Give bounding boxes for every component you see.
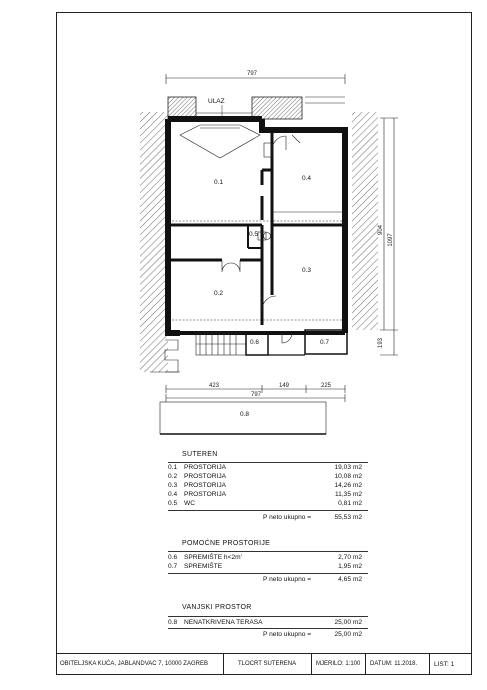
wall-entrance-left	[168, 97, 196, 119]
soil-hatch-right	[352, 112, 378, 330]
table-row: 0.4 PROSTORIJA 11,35 m2	[168, 491, 362, 498]
divider	[168, 462, 368, 463]
dim-right-outer: 1097	[388, 233, 394, 247]
dim-top-label: 797	[246, 71, 258, 77]
section-title-suteren: SUTEREN	[182, 451, 218, 458]
dim-bottom-mid: 149	[278, 383, 290, 389]
footer-drawing: TLOCRT SUTERENA	[224, 654, 312, 675]
terrace-box	[160, 402, 326, 434]
room-label-0-1: 0.1	[214, 179, 224, 186]
title-block	[56, 653, 472, 675]
dim-bottom-total: 797	[250, 392, 262, 398]
window-marker	[180, 125, 260, 158]
sum-row-vanjski: P neto ukupno = 25,00 m2	[263, 631, 362, 638]
soil-hatch-left	[140, 112, 168, 372]
table-row: 0.1 PROSTORIJA 19,03 m2	[168, 464, 362, 471]
entrance-label: ULAZ	[208, 98, 225, 105]
divider	[168, 616, 368, 617]
divider	[168, 551, 368, 552]
dim-right-lower: 193	[378, 337, 384, 349]
section-title-vanjski: VANJSKI PROSTOR	[182, 604, 252, 611]
divider	[168, 510, 368, 511]
room-label-0-8: 0.8	[240, 411, 250, 418]
room-label-0-3: 0.3	[302, 267, 312, 274]
footer-date: DATUM: 11.2018.	[366, 654, 430, 675]
sum-row-suteren: P neto ukupno = 55,53 m2	[263, 514, 362, 521]
divider	[168, 628, 368, 629]
table-row: 0.3 PROSTORIJA 14,26 m2	[168, 482, 362, 489]
wall-entrance-right	[252, 97, 302, 119]
room-label-0-5: 0.5	[249, 231, 259, 238]
dim-right-inner: 904	[378, 224, 384, 236]
table-row: 0.6 SPREMIŠTE h<2m' 2,70 m2	[168, 554, 362, 561]
room-label-0-2: 0.2	[214, 290, 224, 297]
divider	[168, 573, 368, 574]
table-row: 0.5 WC 0,81 m2	[168, 500, 362, 507]
table-row: 0.7 SPREMIŠTE 1,95 m2	[168, 563, 362, 570]
footer-sheet: LIST: 1	[434, 661, 455, 668]
section-title-pomocne: POMOĆNE PROSTORIJE	[182, 540, 271, 547]
dim-top	[166, 71, 345, 84]
footer-scale: MJERILO: 1:100	[312, 654, 366, 675]
room-label-0-7: 0.7	[320, 339, 330, 346]
interior-walls	[168, 130, 345, 325]
table-row: 0.8 NENATKRIVENA TERASA 25,00 m2	[168, 619, 362, 626]
table-row: 0.2 PROSTORIJA 10,08 m2	[168, 473, 362, 480]
dim-bottom-right: 225	[320, 383, 332, 389]
room-label-0-6: 0.6	[250, 339, 260, 346]
room-label-0-4: 0.4	[302, 175, 312, 182]
dim-bottom-left: 423	[208, 383, 220, 389]
sum-row-pomocne: P neto ukupno = 4,65 m2	[263, 576, 362, 583]
footer-project: OBITELJSKA KUĆA, JABLANDVAC 7, 10000 ZAGREB	[56, 654, 224, 675]
